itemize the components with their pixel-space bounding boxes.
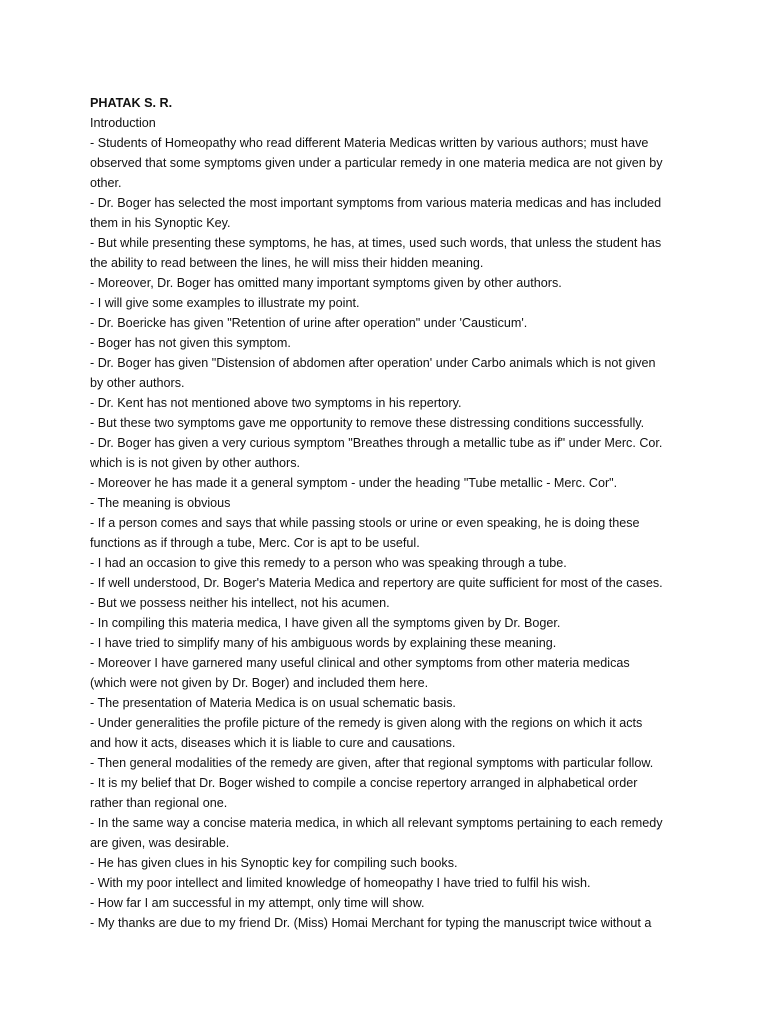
text-line: rather than regional one.: [90, 796, 228, 810]
text-line: them in his Synoptic Key.: [90, 216, 231, 230]
text-line: - He has given clues in his Synoptic key for compiling such books.: [90, 856, 458, 870]
text-line: - My thanks are due to my friend Dr. (Miss) Homai Merchant for typing the manuscript twice without a: [90, 916, 652, 930]
text-line: - But we possess neither his intellect, not his acumen.: [90, 596, 390, 610]
text-line: which is is not given by other authors.: [90, 456, 301, 470]
text-line: - I had an occasion to give this remedy to a person who was speaking through a tube.: [90, 556, 567, 570]
text-line: - Dr. Boger has given "Distension of abdomen after operation' under Carbo animals which is not given: [90, 356, 656, 370]
text-line: - Moreover, Dr. Boger has omitted many important symptoms given by other authors.: [90, 276, 562, 290]
text-line: - If a person comes and says that while passing stools or urine or even speaking, he is doing these: [90, 516, 640, 530]
text-line: - With my poor intellect and limited knowledge of homeopathy I have tried to fulfil his wish.: [90, 876, 591, 890]
text-line: - Dr. Kent has not mentioned above two symptoms in his repertory.: [90, 396, 462, 410]
text-line: - In compiling this materia medica, I have given all the symptoms given by Dr. Boger.: [90, 616, 561, 630]
text-line: functions as if through a tube, Merc. Cor is apt to be useful.: [90, 536, 420, 550]
text-line: - Moreover he has made it a general symptom - under the heading "Tube metallic - Merc. Cor".: [90, 476, 618, 490]
author-heading: PHATAK S. R.: [90, 96, 173, 110]
text-line: - Under generalities the profile picture of the remedy is given along with the regions on which it acts: [90, 716, 643, 730]
text-line: (which were not given by Dr. Boger) and included them here.: [90, 676, 429, 690]
text-line: - But these two symptoms gave me opportunity to remove these distressing conditions successfully.: [90, 416, 645, 430]
text-line: - I will give some examples to illustrate my point.: [90, 296, 360, 310]
text-line: - Dr. Boericke has given "Retention of urine after operation" under 'Causticum'.: [90, 316, 528, 330]
text-line: - If well understood, Dr. Boger's Materia Medica and repertory are quite sufficient for most of the cases.: [90, 576, 663, 590]
body-lines: [90, 113, 690, 933]
text-line: are given, was desirable.: [90, 836, 230, 850]
text-line: - Students of Homeopathy who read different Materia Medicas written by various authors; must have: [90, 136, 649, 150]
text-line: - Dr. Boger has selected the most important symptoms from various materia medicas and has included: [90, 196, 662, 210]
document-text: [90, 93, 690, 933]
section-heading-introduction: Introduction: [90, 116, 156, 130]
text-line: - Dr. Boger has given a very curious symptom "Breathes through a metallic tube as if" under Merc. Cor.: [90, 436, 663, 450]
text-line: the ability to read between the lines, he will miss their hidden meaning.: [90, 256, 484, 270]
text-line: by other authors.: [90, 376, 185, 390]
text-line: and how it acts, diseases which it is liable to cure and causations.: [90, 736, 456, 750]
text-line: - The meaning is obvious: [90, 496, 231, 510]
text-line: - But while presenting these symptoms, he has, at times, used such words, that unless the student has: [90, 236, 662, 250]
text-line: - Boger has not given this symptom.: [90, 336, 291, 350]
text-line: observed that some symptoms given under a particular remedy in one materia medica are not given by: [90, 156, 663, 170]
text-line: - Then general modalities of the remedy are given, after that regional symptoms with particular follow.: [90, 756, 654, 770]
text-line: - It is my belief that Dr. Boger wished to compile a concise repertory arranged in alphabetical order: [90, 776, 638, 790]
text-line: - Moreover I have garnered many useful clinical and other symptoms from other materia medicas: [90, 656, 630, 670]
text-line: - In the same way a concise materia medica, in which all relevant symptoms pertaining to each remedy: [90, 816, 663, 830]
text-line: - I have tried to simplify many of his ambiguous words by explaining these meaning.: [90, 636, 557, 650]
text-line: - The presentation of Materia Medica is on usual schematic basis.: [90, 696, 456, 710]
text-line: other.: [90, 176, 122, 190]
text-line: - How far I am successful in my attempt, only time will show.: [90, 896, 425, 910]
